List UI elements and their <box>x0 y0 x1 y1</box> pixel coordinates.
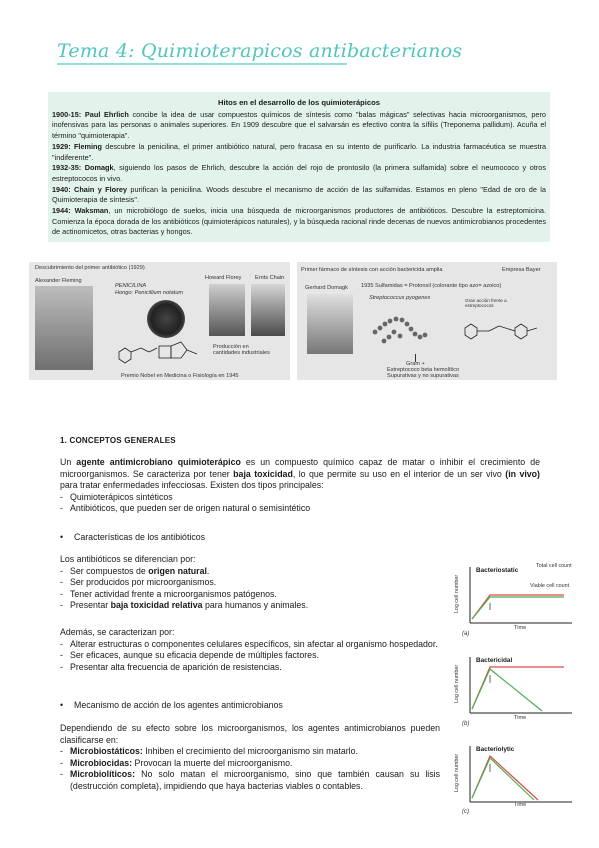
paragraph-text: Dependiendo de su efecto sobre los microorganismos, los agentes antimicrobianos pueden clasificarse en: <box>60 723 440 745</box>
list-item: - Presentar alta frecuencia de aparición de resistencias. <box>60 662 440 674</box>
item-text: Inhiben el crecimiento del microorganismo sin matarlo. <box>142 746 358 757</box>
item-text: Tener actividad frente a microorganismos patógenos. <box>70 588 277 599</box>
intro-bold: (in vivo) <box>505 468 540 479</box>
florey-photo <box>209 284 245 336</box>
chain-photo <box>251 284 285 336</box>
chain-label: Ernts Chain <box>255 275 285 281</box>
title-underline <box>57 63 347 65</box>
fleming-label: Alexander Fleming <box>35 278 82 284</box>
list-item <box>60 758 440 770</box>
intro-bold: baja toxicidad <box>233 468 293 479</box>
types-list <box>60 492 540 515</box>
paragraph-text: Además, se caracterizan por: <box>60 627 175 637</box>
item-text: Ser producidos por microorganismos. <box>70 577 217 588</box>
domagk-label: Gerhard Domagk <box>305 285 348 291</box>
bactericidal-graph <box>456 653 574 728</box>
item-bold: Microbiolíticos: <box>70 769 136 780</box>
list-item: - Ser eficaces, aunque su eficacia depende de múltiples factores. <box>60 650 440 662</box>
prontosil-structure-diagram <box>455 314 551 348</box>
sulfonamide-figure <box>297 262 557 380</box>
item-text: Provocan la muerte del microorganismo. <box>132 757 293 768</box>
milestone-text: , un microbiólogo de suelos, inicia una búsqueda de microorganismos productores de antibióticos. Descubre la estreptomicina. Comienza la época dorada de los antibióticos (quimioterápicos naturales), y la búsqueda racional rinde decenas de nuevos antimicrobianos procedentes de actinomicetos, otras bacterias y hongos. <box>52 206 546 237</box>
milestone-text: purifican la penicilina. Woods descubre el mecanismo de acción de las sulfamidas. Estamos en pleno "Edad de oro de la Quimioterapia de síntesis". <box>52 184 546 205</box>
item-text: . <box>206 565 210 576</box>
milestone-entry <box>52 185 546 206</box>
item-text: para humanos y animales. <box>202 600 309 611</box>
graph-tag: (a) <box>462 631 470 637</box>
x-axis-label: Time <box>514 802 527 808</box>
bullet-dot: • <box>60 532 64 542</box>
list-item: - Alterar estructuras o componentes celulares específicos, sin afectar al organismo hospedador. <box>60 639 440 651</box>
bacteriolytic-graph <box>456 742 574 817</box>
intro-paragraph <box>60 457 540 515</box>
differences-list <box>60 566 440 612</box>
milestone-lead: 1900-15: Paul Ehrlich <box>52 109 129 119</box>
milestone-lead: 1940: Chain y Florey <box>52 184 128 194</box>
bacteriostatic-graph <box>456 563 574 638</box>
bullet-text: Características de los antibióticos <box>74 532 206 542</box>
sulfonamide-equation: 1935 Sulfamidas = Protonsil (colorante tipo azo= azoico) <box>361 283 502 289</box>
item-text: No solo matan el microorganismo, sino que también causan su lisis (destrucción completa), impidiendo que haya bacterias viables o contables. <box>70 769 440 791</box>
domagk-photo <box>307 294 353 354</box>
nobel-caption: Premio Nobel en Medicina o Fisiología en 1945 <box>121 373 239 379</box>
intro-text: es un compuesto químico capaz de matar o inhibir el crecimiento de microorganismos. Se caracteriza por tener <box>60 457 540 479</box>
list-item: - Quimioterápicos sintéticos <box>60 492 540 504</box>
figure-caption: Primer fármaco de síntesis con acción bactericida amplia <box>301 267 443 273</box>
petri-dish-image <box>147 300 185 338</box>
paragraph-text: Los antibióticos se diferencian por: <box>60 554 196 564</box>
milestone-entry <box>52 110 546 142</box>
streptococcus-label: Streptococcus pyogenes <box>369 295 431 301</box>
milestone-text: concibe la idea de usar compuestos químicos de síntesis como "balas mágicas" selectivas hacia microorganismos, pero inofensivas para las personas o animales superiores. En 1909 descubre que el salvarsán es efectivo contra la sífilis (Treponema pallidum). Acuña el término "quimioterapia". <box>52 109 546 141</box>
fleming-photo <box>35 286 93 370</box>
gran-accion-label: Gran acción frente a estreptococos <box>465 298 507 308</box>
intro-text: para tratar enfermedades infecciosas. Existen dos tipos principales: <box>60 480 324 491</box>
list-item <box>60 746 440 758</box>
penicillin-structure-diagram <box>109 336 209 370</box>
list-item <box>60 577 440 589</box>
milestone-lead: 1944: Waksman <box>52 206 109 216</box>
streptococcus-chain-diagram <box>367 302 437 352</box>
bullet-dot: • <box>60 700 64 710</box>
y-axis-label: Log cell number <box>454 574 461 614</box>
y-axis-label: Log cell number <box>454 753 461 793</box>
milestone-entry <box>52 163 546 184</box>
company-label: Empresa Bayer <box>502 267 541 273</box>
milestone-text: , siguiendo los pasos de Ehrlich, descubre la acción del rojo de prontosilo (la primera sulfamida) sobre el neumococo y otros estreptococos in vivo. <box>52 163 546 183</box>
characteristics-list <box>60 639 440 674</box>
section-heading: 1. CONCEPTOS GENERALES <box>60 436 176 445</box>
penicillin-figure <box>29 262 290 380</box>
production-label: Producción en cantidades industriales <box>213 344 270 356</box>
bullet-heading <box>60 532 205 542</box>
intro-text: , lo que permite su uso en el interior de un ser vivo <box>292 468 506 479</box>
item-bold: baja toxicidad relativa <box>110 600 203 611</box>
list-item <box>60 600 440 612</box>
milestones-box <box>48 92 550 242</box>
intro-bold: agente antimicrobiano quimioterápico <box>76 457 241 467</box>
viable-count-label: Viable cell count <box>530 583 570 589</box>
page-title: Tema 4: Quimioterapicos antibacterianos <box>57 40 463 62</box>
y-axis-label: Log cell number <box>454 664 461 704</box>
mechanism-block <box>60 723 440 793</box>
graph-title: Bacteriostatic <box>476 567 519 574</box>
list-item <box>60 566 440 578</box>
graph-title: Bacteriolytic <box>476 746 515 753</box>
item-bold: Microbiostáticos: <box>70 746 143 757</box>
milestone-entry <box>52 206 546 238</box>
hongo-label: Hongo: Penicillium notatum <box>115 290 184 296</box>
item-text: Ser compuestos de <box>70 565 149 576</box>
characteristics-block <box>60 627 440 673</box>
intro-text: Un <box>60 457 77 467</box>
florey-label: Howard Florey <box>205 275 242 281</box>
milestone-entry <box>52 142 546 163</box>
list-item <box>60 589 440 601</box>
item-bold: origen natural <box>148 565 207 576</box>
beta-hemolytic-label: Estreptococo beta hemolítico <box>387 367 460 373</box>
graph-tag: (b) <box>462 721 470 727</box>
graph-title: Bactericidal <box>476 657 513 664</box>
list-item: - Antibióticos, que pueden ser de origen natural o semisintético <box>60 503 540 515</box>
bullet-heading <box>60 700 283 710</box>
differences-block <box>60 554 440 612</box>
suppurative-label: Supurativas y no supurativas <box>387 373 459 379</box>
x-axis-label: Time <box>514 715 527 721</box>
mechanism-list <box>60 746 440 792</box>
x-axis-label: Time <box>514 625 527 631</box>
penicilina-label: PENICILINA <box>115 283 147 289</box>
figure-caption: Descubrimiento del primer antibiótico (1929) <box>35 265 145 271</box>
total-count-label: Total cell count <box>536 563 572 569</box>
list-item <box>60 769 440 792</box>
milestones-heading: Hitos en el desarrollo de los quimioterápicos <box>217 98 381 107</box>
graph-tag: (c) <box>462 809 469 815</box>
milestone-lead: 1929: Fleming <box>52 141 102 151</box>
bullet-text: Mecanismo de acción de los agentes antimicrobianos <box>74 700 283 710</box>
milestone-text: descubre la penicilina, el primer antibiótico natural, pero fracasa en su intento de purificarlo. La industria farmacéutica se muestra "indiferente". <box>52 141 546 162</box>
gram-label: Gram + <box>406 361 425 367</box>
milestone-lead: 1932-35: Domagk <box>52 163 114 173</box>
item-text: Presentar <box>70 600 111 611</box>
item-bold: Microbiocidas: <box>70 757 133 768</box>
